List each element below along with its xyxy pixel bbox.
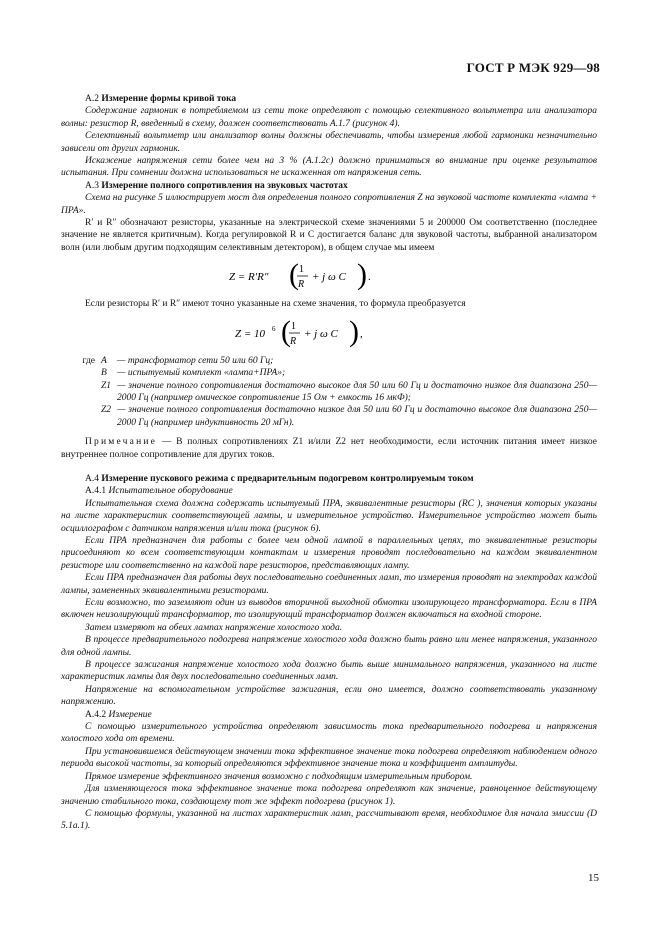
a41-paragraph: Если ПРА предназначен для работы с более чем одной лампой в параллельных цепях, то эквивалентные резисторы присоединяют ко всем соответствующим контактам и измерения проводят последовательно на каждом эквивалентном резисторе или соответственно на каждой паре резисторов, представляющих лампу. — [61, 535, 597, 571]
legend-symbol: A — [101, 355, 107, 366]
subsection-a41-heading — [61, 485, 597, 497]
formula-1-end: . — [368, 271, 371, 284]
formula-2-lhs: Z = 10 — [235, 327, 266, 340]
subsection-a42-number: А.4.2 — [85, 709, 107, 720]
page-content — [61, 93, 597, 833]
section-a4-title: Измерение пускового режима с предварительным подогревом контролируемым током — [101, 473, 474, 484]
subsection-a41-title: Испытательное оборудование — [108, 486, 233, 497]
page-number: 15 — [588, 872, 599, 884]
a41-paragraph: Если возможно, то заземляют один из выводов вторичной выходной обмотки изолирующего трансформатора. Если в ПРА включен неизолирующий трансформатор, то изолирующий трансформатор должен включаться на входной стороне. — [61, 598, 597, 621]
legend-text: — испытуемый комплект «лампа+ПРА»; — [117, 368, 286, 379]
document-header: ГОСТ Р МЭК 929—98 — [466, 60, 600, 75]
formula-1-graphic — [229, 258, 429, 294]
a42-paragraph: С помощью измерительного устройства определяют зависимость тока предварительного подогрева и напряжения холостого хода от времени. — [61, 722, 597, 745]
a3-note — [61, 436, 597, 461]
a42-paragraph: С помощью формулы, указанной на листах характеристик ламп, рассчитывают время, необходимое для начала эмиссии (D 5.1а.1). — [61, 808, 597, 832]
a42-paragraph: Для изменяющегося тока эффективное значение тока подогрева определяют как значение, равноценное действующему значению стабильного тока, создающему тот же эффект подогрева (рисунок 1). — [61, 784, 597, 807]
legend-symbol: Z2 — [101, 405, 112, 416]
a42-paragraph: Прямое измерение эффективного значения возможно с подходящим измерительным прибором. — [85, 771, 473, 782]
legend-item — [61, 380, 597, 405]
a3-paragraph-2: R′ и R″ обозначают резисторы, указанные на электрической схеме значениями 5 и 200000 Ом соответственно (последнее значение не является критичным). Когда регулировкой R и C достигается баланс для звуковой частоты, выбранной анализатором волн (или любым другим подходящим селективным детектором), в общем случае мы имеем — [61, 218, 597, 253]
formula-1 — [61, 258, 597, 294]
formula-2-left-paren: ( — [281, 314, 291, 348]
section-a3-number: А.3 — [85, 180, 99, 191]
section-a4-heading — [61, 473, 597, 485]
a41-paragraph: Если ПРА предназначен для работы двух последовательно соединенных ламп, то измерения проводят на электродах каждой лампы, замененных эквивалентными резисторами. — [61, 573, 597, 596]
formula-1-tail: + j ω C — [312, 271, 346, 284]
legend-prefix: где — [82, 355, 95, 366]
subsection-a42-title: Измерение — [108, 709, 152, 720]
legend-item — [61, 355, 597, 367]
note-text: — В полных сопротивлениях Z1 и/или Z2 нет необходимости, если источник питания имеет низкое внутреннее полное сопротивление для других токов. — [61, 437, 597, 460]
section-a2-title: Измерение формы кривой тока — [101, 94, 237, 104]
note-label: Примечание — [85, 437, 158, 448]
formula-2-numerator: 1 — [291, 320, 296, 332]
subsection-a42-heading — [61, 709, 597, 721]
a41-paragraph: В процессе зажигания напряжение холостого хода должно быть выше минимального напряжения, указанного на листе характеристик лампы для двух последовательно соединенных ламп. — [61, 660, 597, 683]
formula-2-tail: + j ω C — [304, 327, 338, 340]
a41-paragraph: Напряжение на вспомогательном устройстве зажигания, если оно имеется, должно соответствовать указанному напряжению. — [61, 684, 597, 708]
legend-text: — значение полного сопротивления достаточно низкое для 50 или 60 Гц и достаточно высокое для диапазона 250—2000 Гц (например индуктивность 20 мГн). — [117, 405, 597, 428]
legend-prefix — [61, 404, 95, 429]
formula-1-lhs: Z = R′R″ — [229, 271, 269, 284]
a41-paragraph: В процессе предварительного подогрева напряжение холостого хода должно быть равно или менее напряжения, указанного для одной лампы. — [61, 635, 597, 658]
formula-1-denominator: R — [298, 279, 305, 291]
a3-paragraph-3: Если резисторы R′ и R″ имеют точно указанные на схеме значения, то формула преобразуется — [85, 299, 466, 310]
section-a3-heading — [61, 180, 597, 192]
legend-item — [61, 367, 597, 379]
legend-text: — трансформатор сети 50 или 60 Гц; — [117, 355, 274, 366]
section-a3-title: Измерение полного сопротивления на звуковых частотах — [101, 180, 348, 191]
a2-paragraph-3: Искажение напряжения сети более чем на 3 % (А.1.2с) должно приниматься во внимание при оценке результатов испытания. При сомнении должна использоваться не искаженная от напряжения сеть. — [61, 156, 597, 179]
formula-1-numerator: 1 — [299, 264, 304, 276]
a42-paragraph: При установившемся действующем значении тока эффективное значение тока подогрева определяют наблюдением одного периода высокой частоты, за который определяются эффективное значение тока и коэффициент амплитуды. — [61, 746, 597, 770]
section-a2-heading — [61, 93, 597, 105]
formula-2-end: , — [360, 327, 363, 340]
legend-item — [61, 404, 597, 429]
legend-prefix — [61, 367, 95, 379]
formula-2-exponent: 6 — [272, 324, 276, 333]
legend-text: — значение полного сопротивления достаточно высокое для 50 или 60 Гц и достаточно низкое для диапазона 250—2000 Гц (например омическое сопротивление 15 Ом + емкость 16 мкФ); — [117, 380, 597, 403]
formula-1-right-paren: ) — [357, 258, 367, 292]
formula-2 — [61, 315, 597, 351]
subsection-a41-number: А.4.1 — [85, 486, 107, 497]
formula-2-graphic — [229, 315, 429, 351]
section-a4-number: А.4 — [85, 473, 99, 484]
a3-paragraph-1: Схема на рисунке 5 иллюстрирует мост для определения полного сопротивления Z на звуковой частоте комплекта «лампа + ПРА». — [61, 193, 597, 216]
a41-paragraph: Испытательная схема должна содержать испытуемый ПРА, эквивалентные резисторы (RC ), значения которых указаны на листе характеристик соответствующей лампы, и измерительное устройство. Измерительное устройство может быть осциллографом с датчиком напряжения и/или тока (рисунок 6). — [61, 498, 597, 534]
a2-paragraph-1: Содержание гармоник в потребляемом из сети токе определяют с помощью селективного вольтметра или анализатора волны: резистор R, введенный в схему, должен соответствовать А.1.7 (рисунок 4). — [61, 106, 597, 129]
a41-paragraph: Затем измеряют на обеих лампах напряжение холостого хода. — [85, 622, 343, 633]
formula-2-right-paren: ) — [349, 314, 359, 348]
formula-1-left-paren: ( — [289, 258, 299, 292]
legend-symbol: Z1 — [101, 380, 112, 391]
legend-prefix — [61, 380, 95, 405]
a2-paragraph-2: Селективный вольтметр или анализатор волны должны обеспечивать, чтобы измерения любой гармоники незначительно зависели от других гармоник. — [61, 131, 597, 154]
legend-symbol: B — [101, 368, 107, 379]
formula-2-denominator: R — [290, 335, 297, 347]
section-a2-number: А.2 — [85, 94, 99, 104]
